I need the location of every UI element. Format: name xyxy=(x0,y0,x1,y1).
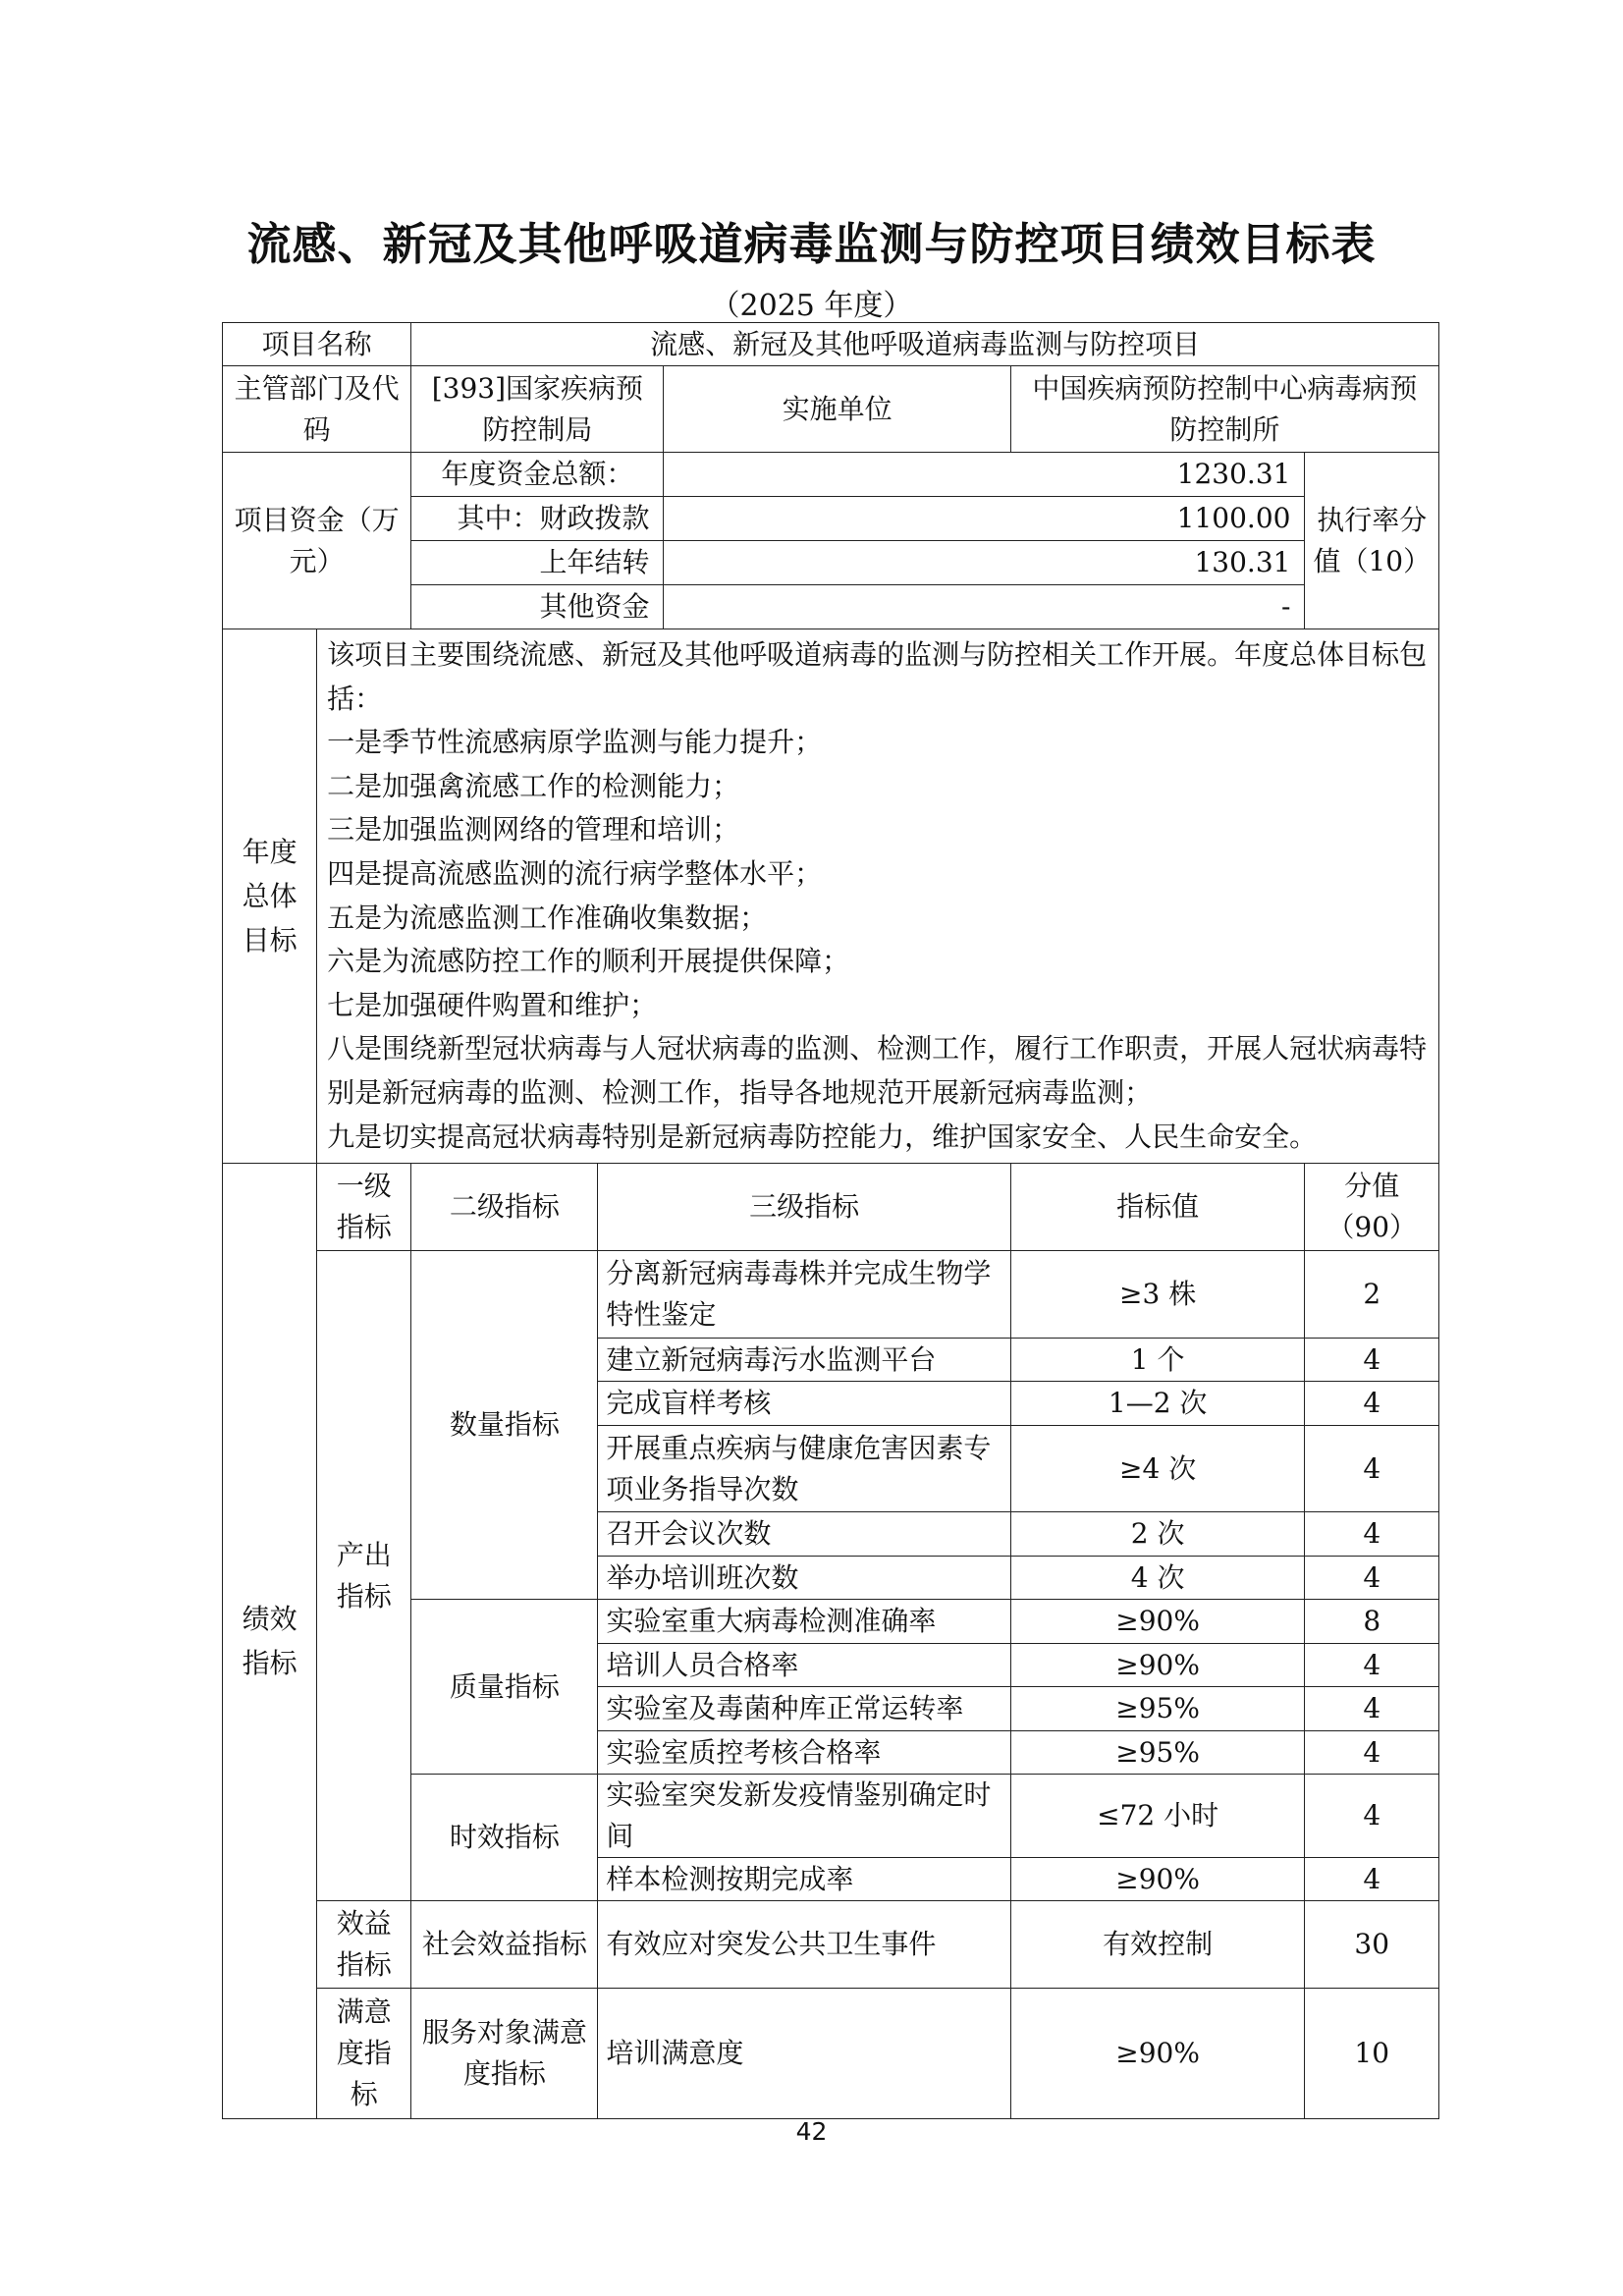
goals-label-text: 年度总体目标 xyxy=(242,836,298,957)
page-subtitle: （2025 年度） xyxy=(710,289,913,323)
indicator-name: 实验室重大病毒检测准确率 xyxy=(598,1600,1010,1644)
indicator-name: 培训人员合格率 xyxy=(598,1644,1010,1687)
indicator-name: 分离新冠病毒毒株并完成生物学特性鉴定 xyxy=(598,1251,1010,1339)
indicator-score: 8 xyxy=(1305,1600,1439,1644)
indicator-score: 4 xyxy=(1305,1775,1439,1858)
funds-total-label: 年度资金总额： xyxy=(411,453,664,497)
goal-line: 八是围绕新型冠状病毒与人冠状病毒的监测、检测工作，履行工作职责，开展人冠状病毒特别是新冠病毒的监测、检测工作，指导各地规范开展新冠病毒监测； xyxy=(327,1032,1428,1109)
indicators-section-label xyxy=(223,1164,317,2119)
header-value: 指标值 xyxy=(1010,1164,1305,1251)
funds-fiscal-label: 其中：财政拨款 xyxy=(411,497,664,541)
goal-line: 五是为流感监测工作准确收集数据； xyxy=(327,901,768,934)
header-level1: 一级指标 xyxy=(317,1164,411,1251)
indicator-value: ≥90% xyxy=(1010,1600,1305,1644)
performance-table xyxy=(222,322,1439,2119)
goal-line: 四是提高流感监测的流行病学整体水平； xyxy=(327,856,823,890)
indicator-value: 2 次 xyxy=(1010,1512,1305,1557)
indicator-score: 4 xyxy=(1305,1426,1439,1512)
indicator-score: 4 xyxy=(1305,1858,1439,1901)
funds-score-label: 执行率分值（10） xyxy=(1305,453,1439,629)
indicator-score: 10 xyxy=(1305,1989,1439,2119)
indicator-score: 4 xyxy=(1305,1557,1439,1600)
impl-label: 实施单位 xyxy=(664,366,1010,453)
goal-line: 七是加强硬件购置和维护； xyxy=(327,988,658,1021)
goal-line: 一是季节性流感病原学监测与能力提升； xyxy=(327,726,823,759)
goal-line: 九是切实提高冠状病毒特别是新冠病毒防控能力，维护国家安全、人民生命安全。 xyxy=(327,1120,1318,1153)
timeliness-label: 时效指标 xyxy=(411,1775,598,1901)
indicator-value: ≥90% xyxy=(1010,1989,1305,2119)
indicator-value: ≥90% xyxy=(1010,1644,1305,1687)
page-title: 流感、新冠及其他呼吸道病毒监测与防控项目绩效目标表 xyxy=(246,218,1377,270)
satisfaction-label: 满意度指标 xyxy=(317,1989,411,2119)
quality-label: 质量指标 xyxy=(411,1600,598,1775)
indicator-score: 4 xyxy=(1305,1644,1439,1687)
header-score: 分值（90） xyxy=(1305,1164,1439,1251)
funds-other-label: 其他资金 xyxy=(411,585,664,629)
goal-line: 六是为流感防控工作的顺利开展提供保障； xyxy=(327,945,850,978)
output-label: 产出指标 xyxy=(317,1251,411,1901)
header-level2: 二级指标 xyxy=(411,1164,598,1251)
funds-carry-value: 130.31 xyxy=(664,541,1305,585)
indicator-name: 实验室质控考核合格率 xyxy=(598,1731,1010,1775)
indicator-name: 举办培训班次数 xyxy=(598,1557,1010,1600)
indicator-score: 4 xyxy=(1305,1687,1439,1731)
indicator-name: 开展重点疾病与健康危害因素专项业务指导次数 xyxy=(598,1426,1010,1512)
project-name-label: 项目名称 xyxy=(223,323,411,366)
funds-other-value: - xyxy=(664,585,1305,629)
benefit-label: 效益指标 xyxy=(317,1901,411,1989)
indicator-value: 4 次 xyxy=(1010,1557,1305,1600)
indicator-value: ≥4 次 xyxy=(1010,1426,1305,1512)
indicator-name: 召开会议次数 xyxy=(598,1512,1010,1557)
indicator-name: 建立新冠病毒污水监测平台 xyxy=(598,1339,1010,1382)
indicator-value: ≥3 株 xyxy=(1010,1251,1305,1339)
indicator-score: 4 xyxy=(1305,1339,1439,1382)
service-satisfaction-label: 服务对象满意度指标 xyxy=(411,1989,598,2119)
indicator-name: 完成盲样考核 xyxy=(598,1382,1010,1426)
indicator-name: 培训满意度 xyxy=(598,1989,1010,2119)
indicator-value: 1 个 xyxy=(1010,1339,1305,1382)
project-name-value: 流感、新冠及其他呼吸道病毒监测与防控项目 xyxy=(411,323,1439,366)
indicator-value: 有效控制 xyxy=(1010,1901,1305,1989)
page-number: 42 xyxy=(795,2117,828,2146)
quantity-label: 数量指标 xyxy=(411,1251,598,1600)
indicator-score: 4 xyxy=(1305,1731,1439,1775)
funds-carry-label: 上年结转 xyxy=(411,541,664,585)
indicator-name: 有效应对突发公共卫生事件 xyxy=(598,1901,1010,1989)
indicator-name: 实验室及毒菌种库正常运转率 xyxy=(598,1687,1010,1731)
dept-label: 主管部门及代码 xyxy=(223,366,411,453)
header-level3: 三级指标 xyxy=(598,1164,1010,1251)
funds-label: 项目资金（万元） xyxy=(223,453,411,629)
goal-line: 该项目主要围绕流感、新冠及其他呼吸道病毒的监测与防控相关工作开展。年度总体目标包括： xyxy=(327,638,1428,715)
indicator-value: ≥95% xyxy=(1010,1687,1305,1731)
indicator-score: 2 xyxy=(1305,1251,1439,1339)
funds-total-value: 1230.31 xyxy=(664,453,1305,497)
indicator-score: 4 xyxy=(1305,1512,1439,1557)
indicator-score: 30 xyxy=(1305,1901,1439,1989)
goals-content xyxy=(317,629,1439,1164)
indicator-value: ≥95% xyxy=(1010,1731,1305,1775)
indicator-score: 4 xyxy=(1305,1382,1439,1426)
goals-label xyxy=(223,629,317,1164)
indicators-section-text: 绩效指标 xyxy=(242,1603,298,1680)
goal-line: 三是加强监测网络的管理和培训； xyxy=(327,813,740,847)
funds-fiscal-value: 1100.00 xyxy=(664,497,1305,541)
impl-value: 中国疾病预防控制中心病毒病预防控制所 xyxy=(1010,366,1438,453)
indicator-value: 1—2 次 xyxy=(1010,1382,1305,1426)
indicator-name: 实验室突发新发疫情鉴别确定时间 xyxy=(598,1775,1010,1858)
indicator-value: ≤72 小时 xyxy=(1010,1775,1305,1858)
dept-value: [393]国家疾病预防控制局 xyxy=(411,366,664,453)
social-benefit-label: 社会效益指标 xyxy=(411,1901,598,1989)
indicator-name: 样本检测按期完成率 xyxy=(598,1858,1010,1901)
indicator-value: ≥90% xyxy=(1010,1858,1305,1901)
goal-line: 二是加强禽流感工作的检测能力； xyxy=(327,769,740,802)
